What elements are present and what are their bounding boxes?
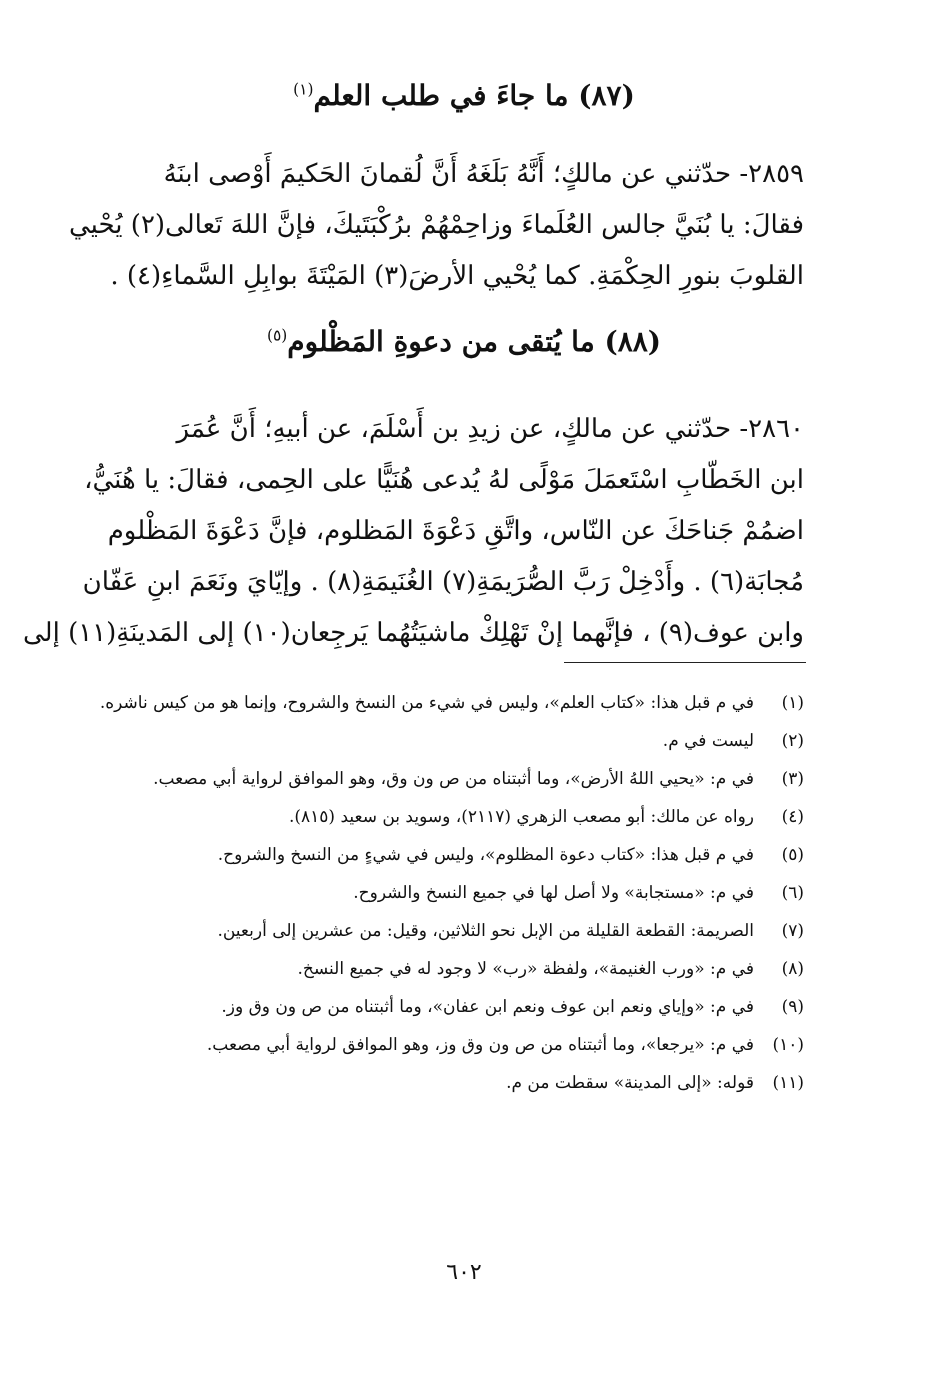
- footnote-text: في م: «وإياي ونعم ابن عوف ونعم ابن عفان»، وما أثبتناه من ص ون وق وز.: [221, 997, 754, 1017]
- footnote-item: [80, 760, 804, 798]
- footnote-number: (١٠): [772, 1035, 804, 1055]
- footnote-text: ليست في م.: [662, 731, 754, 751]
- footnote-item: [80, 950, 804, 988]
- heading-footnote-marker: (٥): [266, 326, 288, 345]
- footnote-text: في م: «ورب الغنيمة»، ولفظة «رب» لا وجود له في جميع النسخ.: [297, 959, 754, 979]
- footnote-number: (٢): [781, 731, 804, 751]
- footnote-number: (٦): [781, 883, 804, 903]
- text-line: وابن عوف(٩) ، فإنَّهما إنْ تَهْلِكْ ماشيَتُهُما يَرجِعان(١٠) إلى المَدينَةِ(١١) إلى: [22, 618, 804, 648]
- footnote-item: [80, 722, 804, 760]
- text-line: ٢٨٥٩- حدّثني عن مالكٍ؛ أَنَّهُ بَلَغَهُ أَنَّ لُقمانَ الحَكيمَ أَوْصى ابنَهُ: [163, 159, 804, 189]
- footnote-text: في م: «يرجعا»، وما أثبتناه من ص ون وق وز، وهو الموافق لرواية أبي مصعب.: [206, 1035, 754, 1055]
- footnote-item: [80, 988, 804, 1026]
- footnote-text: في م قبل هذا: «كتاب العلم»، وليس في شيء من النسخ والشروح، وإنما هو من كيس ناشره.: [99, 693, 754, 713]
- footnote-item: [80, 684, 804, 722]
- footnote-text: الصريمة: القطعة القليلة من الإبل نحو الثلاثين، وقيل: من عشرين إلى أربعين.: [217, 921, 754, 941]
- text-line: فقالَ: يا بُنَيَّ جالس العُلَماءَ وزاحِمْهُمْ برُكْبَتَيكَ، فإنَّ اللهَ تَعالى(٢) يُحْيي: [68, 210, 804, 240]
- text-line: ٢٨٦٠- حدّثني عن مالكٍ، عن زيدِ بن أَسْلَمَ، عن أبيهِ؛ أَنَّ عُمَرَ: [176, 414, 804, 444]
- footnote-divider: [564, 662, 806, 663]
- footnote-number: (١١): [772, 1073, 804, 1093]
- footnote-item: [80, 1026, 804, 1064]
- page-number: ٦٠٢: [446, 1260, 482, 1285]
- footnote-number: (٤): [781, 807, 804, 827]
- footnote-number: (٨): [781, 959, 804, 979]
- footnote-text: رواه عن مالك: أبو مصعب الزهري (٢١١٧)، وسويد بن سعيد (٨١٥).: [288, 807, 754, 827]
- hadith-2859-paragraph: [68, 149, 804, 302]
- heading-footnote-marker: (١): [293, 80, 314, 99]
- footnote-number: (١): [781, 693, 804, 713]
- footnote-number: (٩): [781, 997, 804, 1017]
- chapter-heading-87: [80, 76, 848, 116]
- footnote-number: (٧): [781, 921, 804, 941]
- footnote-text: قوله: «إلى المدينة» سقطت من م.: [506, 1073, 754, 1093]
- footnote-text: في م: «مستجابة» ولا أصل لها في جميع النسخ والشروح.: [353, 883, 754, 903]
- text-line: القلوبَ بنورِ الحِكْمَةِ. كما يُحْيي الأرضَ(٣) المَيْتَةَ بوابِلِ السَّماءِ(٤) .: [110, 261, 804, 291]
- chapter-heading-text: (٨٨) ما يُتقى من دعوةِ المَظْلوم: [287, 325, 662, 358]
- footnote-item: [80, 912, 804, 950]
- footnote-number: (٥): [781, 845, 804, 865]
- footnote-number: (٣): [781, 769, 804, 789]
- footnote-text: في م قبل هذا: «كتاب دعوة المظلوم»، وليس في شيءٍ من النسخ والشروح.: [217, 845, 754, 865]
- text-line: ابن الخَطّابِ اسْتَعمَلَ مَوْلًى لهُ يُدعى هُنَيًّا على الحِمى، فقالَ: يا هُنَيُّ،: [84, 465, 804, 495]
- footnote-item: [80, 836, 804, 874]
- footnotes-list: [80, 684, 804, 1102]
- text-line: اضمُمْ جَناحَكَ عن النّاس، واتَّقِ دَعْوَةَ المَظلوم، فإنَّ دَعْوَةَ المَظْلوم: [107, 516, 804, 546]
- text-line: مُجابَة(٦) . وأَدْخِلْ رَبَّ الصُّرَيمَةِ(٧) الغُنَيمَةِ(٨) . وإيّايَ ونَعَمَ ابنِ عَفّان: [82, 567, 804, 597]
- footnote-item: [80, 874, 804, 912]
- footnote-item: [80, 1064, 804, 1102]
- footnote-item: [80, 798, 804, 836]
- chapter-heading-text: (٨٧) ما جاءَ في طلب العلم: [313, 79, 635, 112]
- chapter-heading-88: [80, 322, 848, 362]
- hadith-2860-paragraph: [22, 404, 804, 659]
- footnote-text: في م: «يحيي اللهُ الأرض»، وما أثبتناه من ص ون وق، وهو الموافق لرواية أبي مصعب.: [153, 769, 754, 789]
